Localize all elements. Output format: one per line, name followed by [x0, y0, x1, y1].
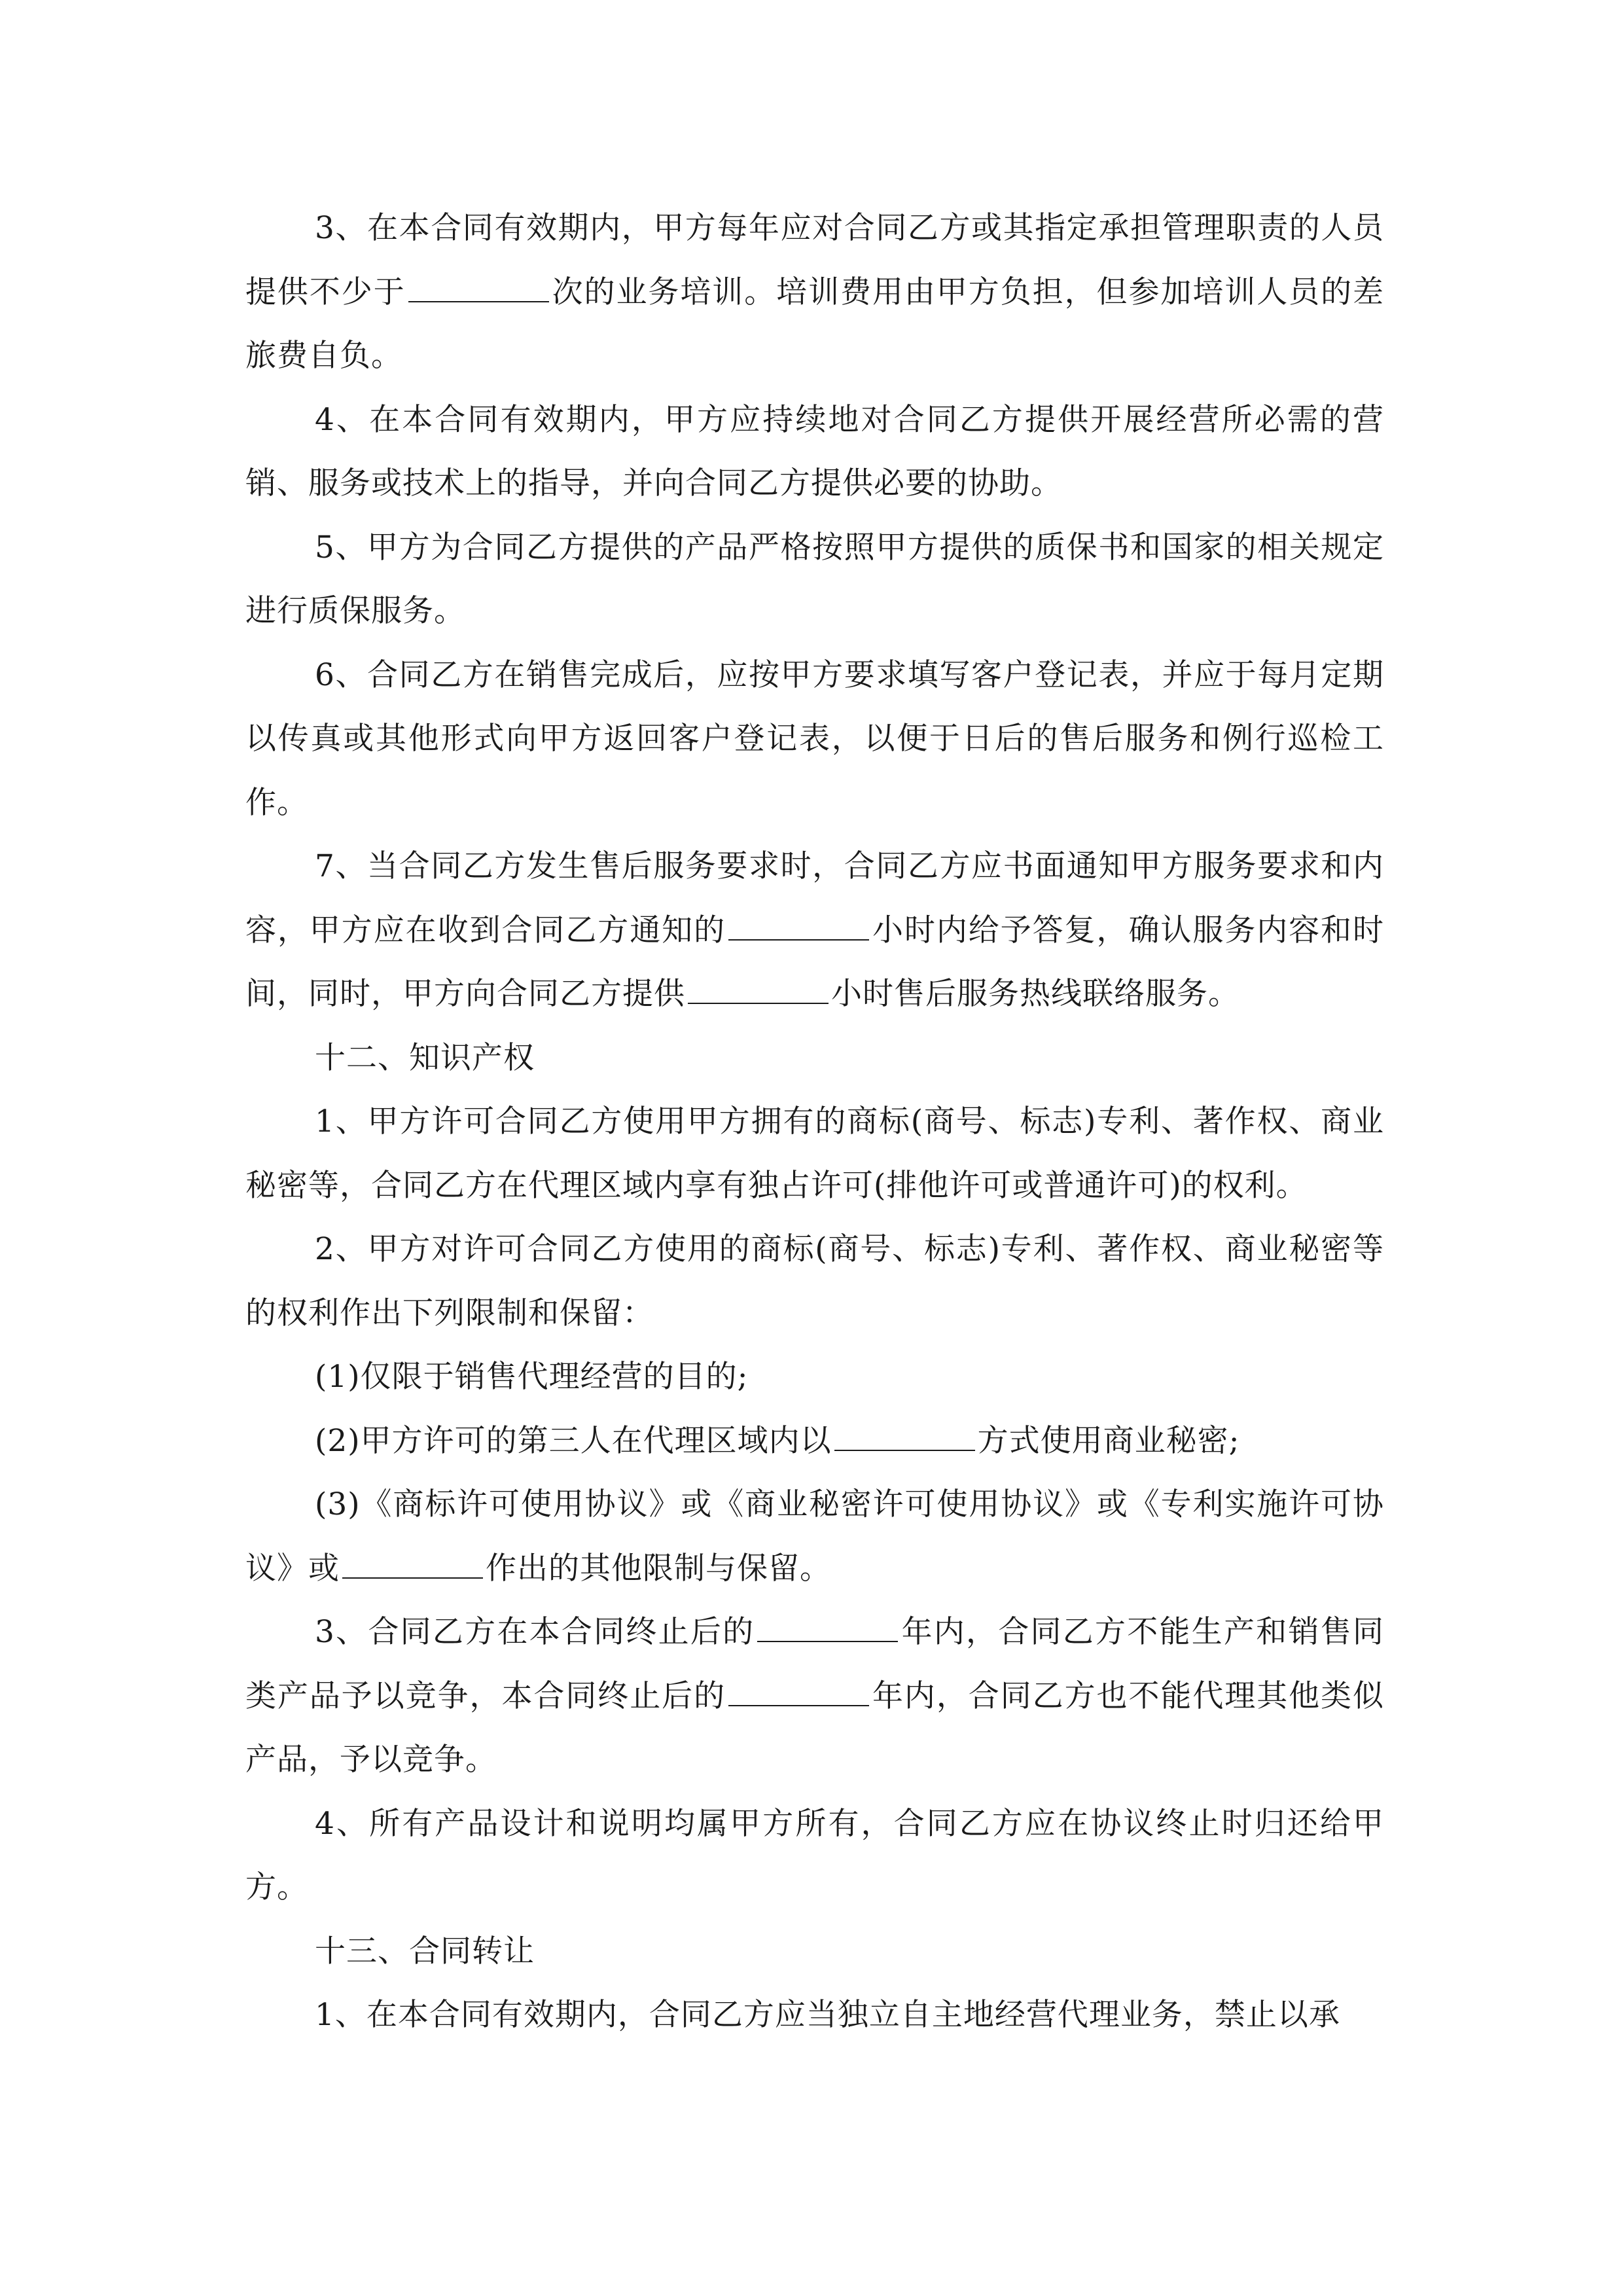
- text-segment: 4、在本合同有效期内，甲方应持续地对合同乙方提供开展经营所必需的营销、服务或技术上的指导，并向合同乙方提供必要的协助。: [245, 401, 1384, 501]
- fill-blank[interactable]: [757, 1613, 898, 1642]
- text-segment: (1)仅限于销售代理经营的目的;: [315, 1359, 749, 1395]
- text-segment: 1、在本合同有效期内，合同乙方应当独立自主地经营代理业务，禁止以承: [315, 1997, 1340, 2033]
- text-segment: 7、当合同乙方发生售后服务要求时，合同乙方应书面通知甲方服务要求和内容，甲方应在收到合同乙方通知的: [245, 848, 1384, 948]
- section-heading-12: [245, 1026, 1384, 1090]
- text-segment: (3)《商标许可使用协议》或《商业秘密许可使用协议》或《专利实施许可协议》或: [245, 1486, 1384, 1587]
- text-segment: 年内，合同乙方也不能代理其他类似产品，予以竞争。: [245, 1677, 1384, 1778]
- clause-12-2-item-1: [245, 1345, 1384, 1409]
- fill-blank[interactable]: [728, 1677, 869, 1706]
- heading-text: 十二、知识产权: [315, 1039, 535, 1076]
- document-page: [245, 196, 1384, 2047]
- text-segment: 3、合同乙方在本合同终止后的: [315, 1614, 755, 1650]
- clause-12-4-design-ownership: [245, 1792, 1384, 1920]
- text-segment: 5、甲方为合同乙方提供的产品严格按照甲方提供的质保书和国家的相关规定进行质保服务。: [245, 529, 1384, 629]
- text-segment: 1、甲方许可合同乙方使用甲方拥有的商标(商号、标志)专利、著作权、商业秘密等，合同乙方在代理区域内享有独占许可(排他许可或普通许可)的权利。: [245, 1103, 1384, 1204]
- clause-12-2-restrictions: [245, 1217, 1384, 1345]
- text-segment: 3、在本合同有效期内，甲方每年应对合同乙方或其指定承担管理职责的人员提供不少于: [245, 210, 1384, 310]
- text-segment: 2、甲方对许可合同乙方使用的商标(商号、标志)专利、著作权、商业秘密等的权利作出下列限制和保留：: [245, 1231, 1384, 1331]
- text-segment: 作出的其他限制与保留。: [486, 1550, 831, 1587]
- text-segment: 小时售后服务热线联络服务。: [831, 976, 1240, 1012]
- fill-blank[interactable]: [408, 274, 549, 302]
- clause-6-registration: [245, 643, 1384, 835]
- clause-7-after-sales: [245, 834, 1384, 1026]
- text-segment: 小时内给予答复，确认服务内容和时间，同时，甲方向合同乙方提供: [245, 912, 1384, 1012]
- clause-5-warranty: [245, 516, 1384, 643]
- text-segment: 方式使用商业秘密;: [977, 1422, 1240, 1459]
- heading-text: 十三、合同转让: [315, 1933, 535, 1969]
- fill-blank[interactable]: [834, 1422, 975, 1451]
- clause-13-1-independent-operation: [245, 1983, 1384, 2047]
- clause-12-2-item-2: [245, 1409, 1384, 1473]
- fill-blank[interactable]: [728, 912, 869, 941]
- text-segment: 4、所有产品设计和说明均属甲方所有，合同乙方应在协议终止时归还给甲方。: [245, 1805, 1384, 1905]
- clause-4-guidance: [245, 388, 1384, 516]
- clause-3-training: [245, 196, 1384, 388]
- section-heading-13: [245, 1920, 1384, 1984]
- fill-blank[interactable]: [342, 1550, 483, 1579]
- text-segment: 次的业务培训。培训费用由甲方负担，但参加培训人员的差旅费自负。: [245, 274, 1385, 374]
- text-segment: 6、合同乙方在销售完成后，应按甲方要求填写客户登记表，并应于每月定期以传真或其他形式向甲方返回客户登记表，以便于日后的售后服务和例行巡检工作。: [245, 656, 1384, 821]
- fill-blank[interactable]: [688, 975, 829, 1004]
- text-segment: (2)甲方许可的第三人在代理区域内以: [315, 1422, 832, 1459]
- text-segment: 年内，合同乙方不能生产和销售同类产品予以竞争，本合同终止后的: [245, 1614, 1384, 1714]
- clause-12-3-non-compete: [245, 1600, 1384, 1792]
- clause-12-2-item-3: [245, 1473, 1384, 1600]
- clause-12-1-license: [245, 1090, 1384, 1217]
